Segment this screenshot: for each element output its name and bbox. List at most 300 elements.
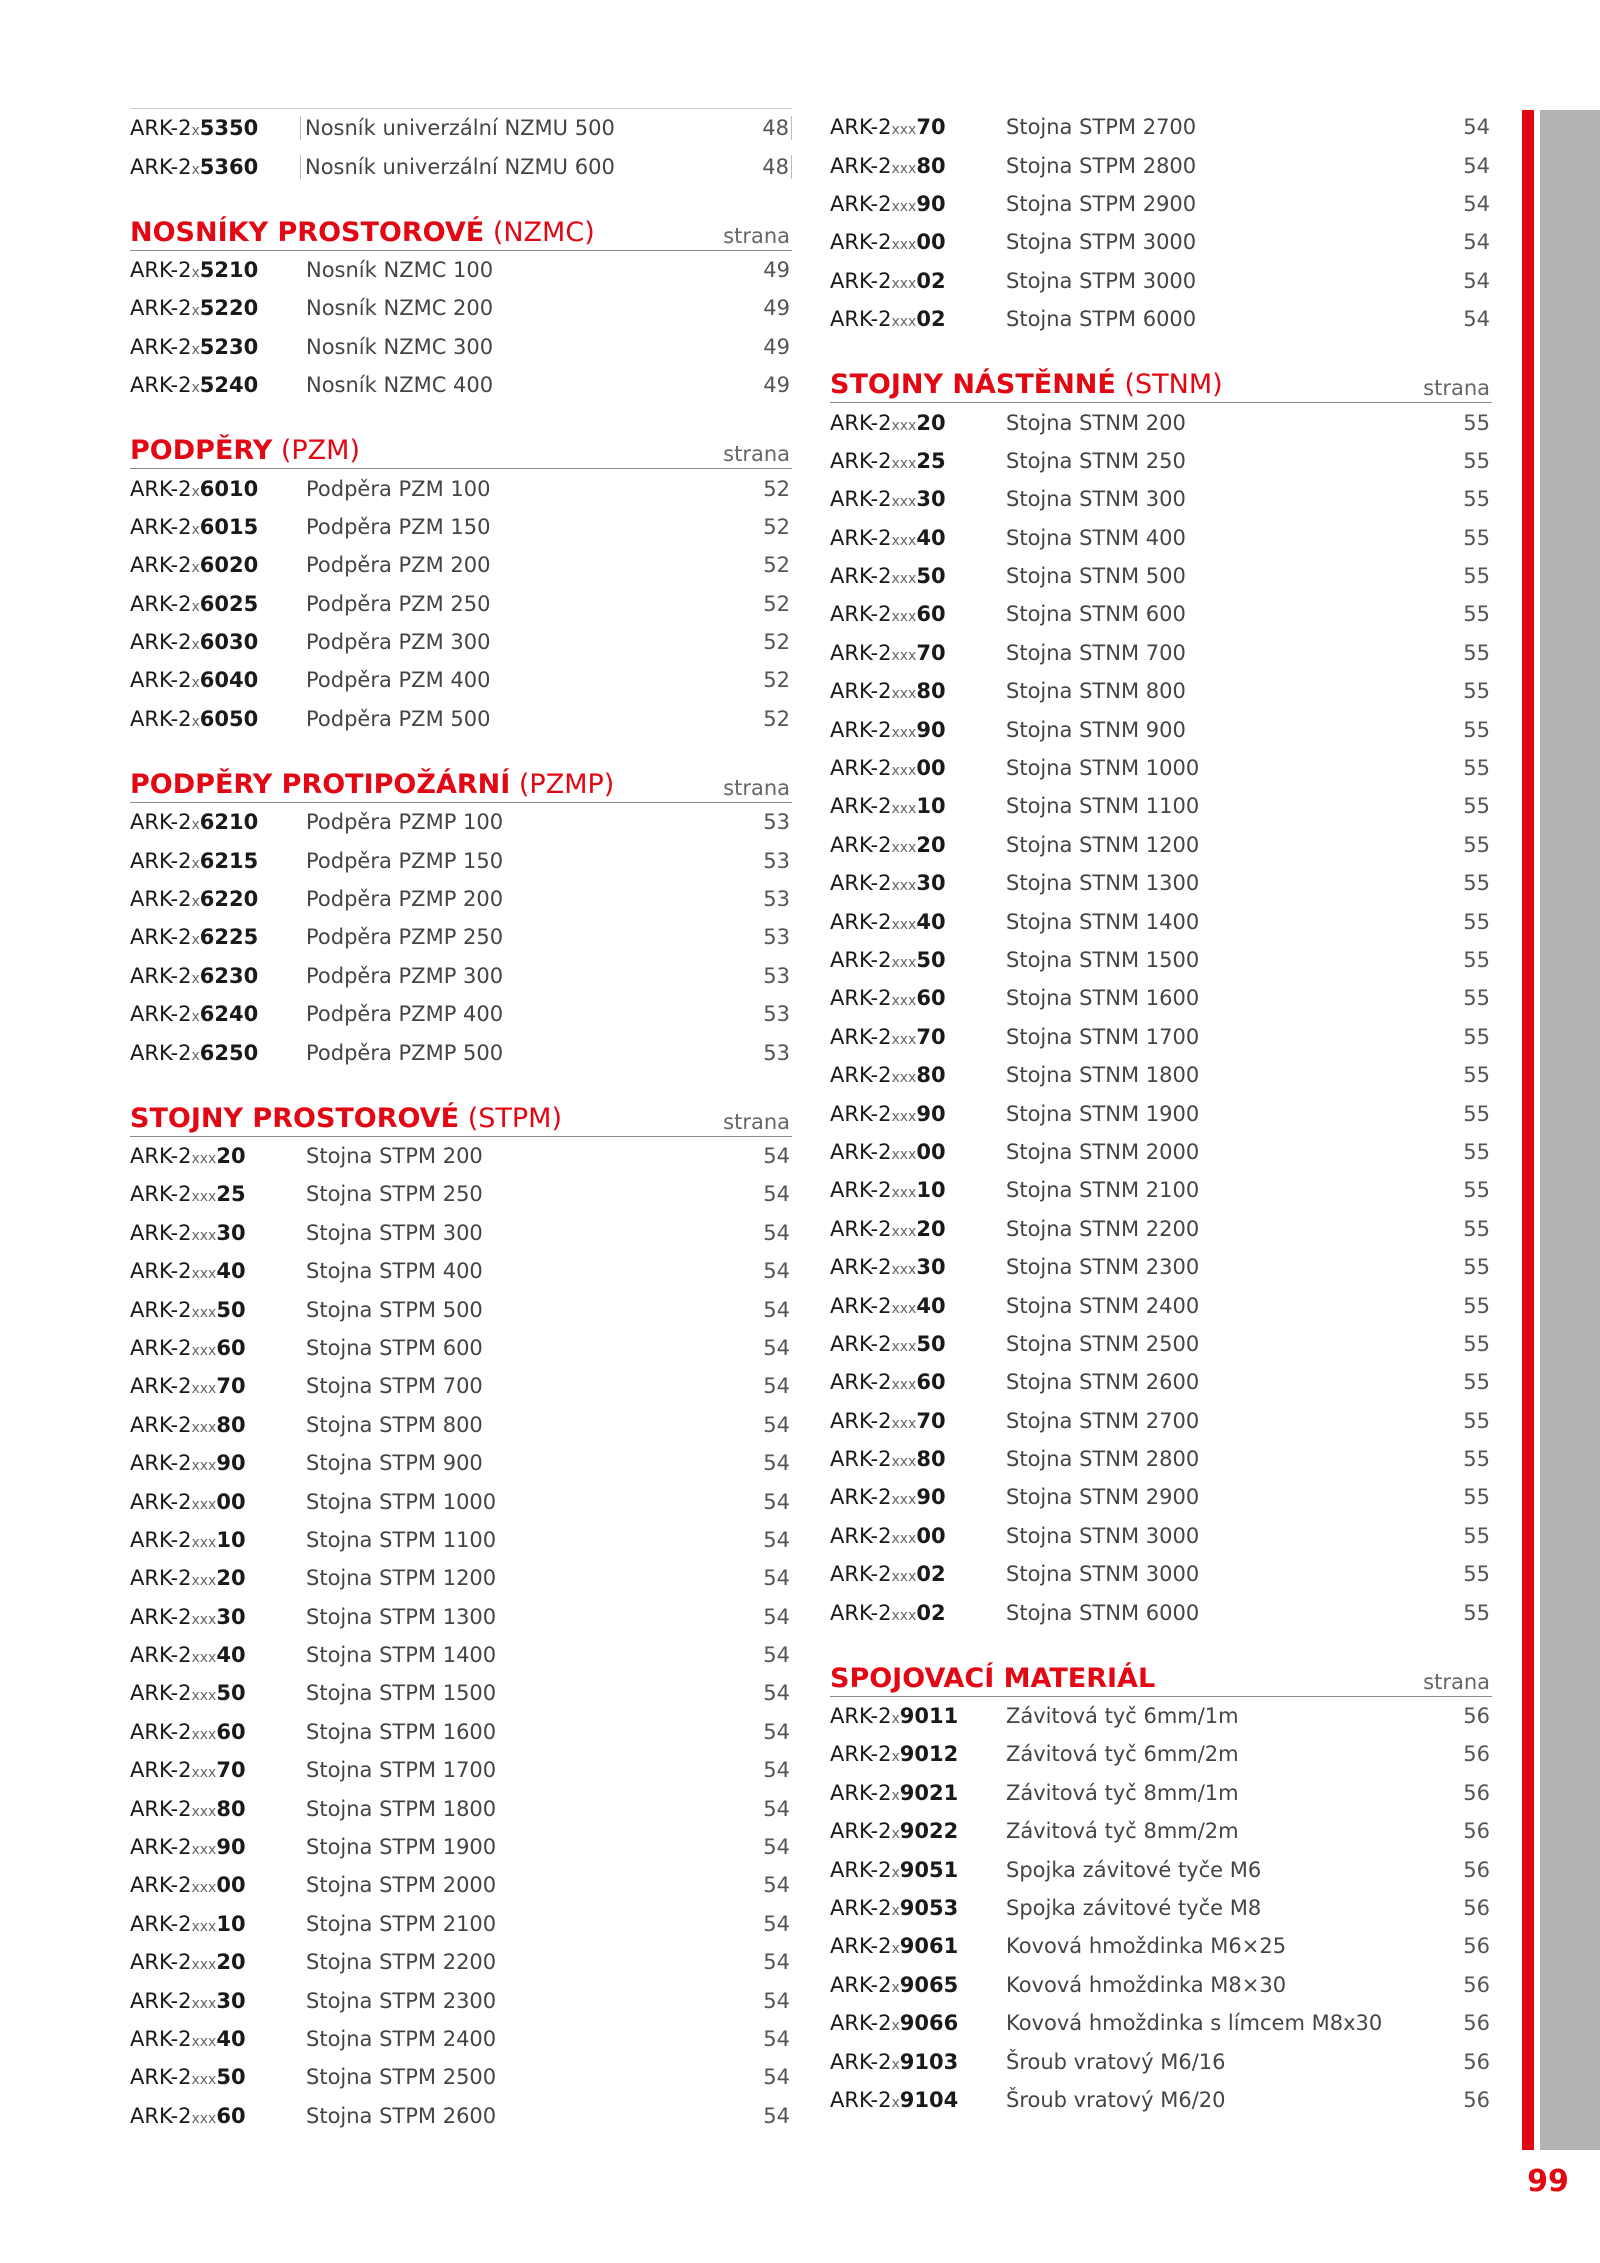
code-suffix: 50 (916, 948, 946, 972)
strana-label: strana (723, 223, 790, 248)
product-name: Spojka závitové tyče M8 (1006, 1895, 1262, 1920)
code-prefix: ARK-2 (830, 1972, 892, 1997)
code-suffix: 40 (216, 1259, 246, 1284)
side-panel (1540, 110, 1600, 2150)
page-ref: 55 (1463, 832, 1490, 857)
product-code (130, 155, 306, 179)
product-name: Podpěra PZMP 100 (306, 810, 504, 835)
table-row (130, 1598, 792, 1636)
product-name: Spojka závitové tyče M6 (1006, 1857, 1262, 1882)
product-name: Stojna STNM 1300 (1006, 871, 1200, 896)
table-row (830, 1133, 1492, 1171)
product-name: Stojna STNM 3000 (1006, 1562, 1200, 1587)
product-name: Stojna STPM 2700 (1006, 115, 1197, 140)
product-name: Stojna STNM 2500 (1006, 1331, 1200, 1356)
code-suffix: 6240 (199, 1002, 259, 1027)
code-variant: xxx (191, 1842, 217, 1859)
code-prefix: ARK-2 (130, 1259, 192, 1284)
product-name: Nosník NZMC 300 (306, 334, 494, 359)
code-suffix: 50 (916, 1331, 946, 1356)
product-code (130, 592, 306, 616)
table-row (130, 2097, 792, 2135)
page-ref: 54 (1463, 153, 1490, 178)
product-name: Stojna STPM 900 (306, 1451, 483, 1476)
page-ref: 55 (1463, 1139, 1490, 1164)
table-row (830, 1889, 1492, 1927)
code-prefix: ARK-2 (830, 1293, 892, 1318)
table-row (130, 508, 792, 546)
table-row (830, 1248, 1492, 1286)
product-name: Stojna STPM 600 (306, 1335, 483, 1360)
product-name: Stojna STPM 1300 (306, 1604, 497, 1629)
page-ref: 55 (1463, 1523, 1490, 1548)
page-ref: 49 (763, 257, 790, 282)
page-ref: 55 (1463, 602, 1490, 627)
product-name: Stojna STNM 250 (1006, 448, 1186, 473)
section-header (130, 1094, 792, 1137)
code-suffix: 10 (916, 794, 946, 819)
section-title-main: PODPĚRY (130, 435, 273, 467)
section-title (130, 217, 723, 248)
code-prefix: ARK-2 (130, 257, 192, 282)
code-suffix: 70 (216, 1374, 246, 1399)
page-ref: 53 (763, 963, 790, 988)
code-prefix: ARK-2 (130, 1412, 192, 1437)
table-row (130, 880, 792, 918)
product-name: Stojna STPM 1500 (306, 1681, 497, 1706)
product-code (130, 1336, 306, 1360)
product-code (130, 1041, 306, 1065)
product-name: Nosník univerzální NZMU 600 (300, 155, 729, 179)
product-code (130, 925, 306, 949)
table-row (130, 328, 792, 366)
code-prefix: ARK-2 (130, 1182, 192, 1207)
strana-label: strana (1423, 1669, 1490, 1694)
table-row (830, 1094, 1492, 1132)
table-row (130, 1866, 792, 1904)
product-name: Kovová hmoždinka s límcem M8x30 (1006, 2011, 1383, 2036)
code-prefix: ARK-2 (830, 717, 892, 742)
code-variant: xxx (191, 1419, 217, 1436)
code-prefix: ARK-2 (130, 1988, 192, 2013)
code-suffix: 5230 (199, 334, 259, 359)
product-name: Podpěra PZMP 150 (306, 848, 504, 873)
section-header (130, 426, 792, 469)
table-row (830, 826, 1492, 864)
page-ref: 55 (1463, 525, 1490, 550)
table-row (130, 1482, 792, 1520)
product-code (830, 1704, 1006, 1728)
code-suffix: 30 (216, 1220, 246, 1245)
code-variant: x (891, 2094, 900, 2111)
code-variant: xxx (891, 801, 917, 818)
product-code (830, 1858, 1006, 1882)
page-ref: 54 (1463, 230, 1490, 255)
page-ref: 55 (1463, 564, 1490, 589)
product-code (830, 1781, 1006, 1805)
table-row (130, 1636, 792, 1674)
code-prefix: ARK-2 (830, 1780, 892, 1805)
code-suffix: 9061 (899, 1934, 959, 1959)
code-variant: xxx (891, 1146, 917, 1163)
code-prefix: ARK-2 (130, 591, 192, 616)
code-variant: x (191, 817, 200, 834)
code-variant: xxx (191, 1880, 217, 1897)
product-name: Stojna STPM 700 (306, 1374, 483, 1399)
table-row (830, 442, 1492, 480)
product-code (830, 602, 1006, 626)
page-ref: 56 (1463, 1934, 1490, 1959)
table-row (830, 1966, 1492, 2004)
table-row (130, 841, 792, 879)
table-row (130, 109, 792, 147)
code-prefix: ARK-2 (830, 268, 892, 293)
code-variant: x (891, 2056, 900, 2073)
code-suffix: 70 (916, 115, 946, 140)
table-row (830, 1927, 1492, 1965)
product-name: Stojna STNM 1400 (1006, 909, 1200, 934)
code-variant: xxx (891, 237, 917, 254)
code-suffix: 60 (216, 2103, 246, 2128)
code-suffix: 50 (216, 2065, 246, 2090)
product-code (130, 116, 306, 140)
table-row (830, 2004, 1492, 2042)
code-prefix: ARK-2 (130, 476, 192, 501)
code-variant: xxx (891, 1338, 917, 1355)
code-variant: xxx (191, 2110, 217, 2127)
product-name: Stojna STNM 1500 (1006, 948, 1200, 972)
code-variant: xxx (191, 1650, 217, 1667)
table-row (130, 1290, 792, 1328)
product-name: Stojna STNM 500 (1006, 564, 1186, 589)
page-ref: 54 (763, 1643, 790, 1668)
product-name: Stojna STNM 2900 (1006, 1485, 1200, 1510)
table-row (830, 1478, 1492, 1516)
code-suffix: 50 (216, 1681, 246, 1706)
page-ref: 52 (763, 514, 790, 539)
product-code (130, 515, 306, 539)
product-name: Stojna STPM 1900 (306, 1835, 497, 1860)
code-prefix: ARK-2 (130, 514, 192, 539)
table-row (830, 634, 1492, 672)
product-name: Stojna STPM 2100 (306, 1911, 497, 1936)
code-prefix: ARK-2 (830, 487, 892, 512)
code-prefix: ARK-2 (130, 1002, 192, 1027)
page-ref: 55 (1463, 794, 1490, 819)
intro-table (830, 108, 1492, 338)
product-name: Stojna STPM 800 (306, 1412, 483, 1437)
code-suffix: 70 (916, 1024, 946, 1049)
section-header (830, 360, 1492, 403)
code-suffix: 9065 (899, 1972, 959, 1997)
code-variant: xxx (191, 1227, 217, 1244)
product-name: Nosník NZMC 200 (306, 296, 494, 321)
code-variant: xxx (891, 494, 917, 511)
product-code (130, 1221, 306, 1245)
code-suffix: 02 (916, 307, 946, 332)
code-prefix: ARK-2 (830, 1857, 892, 1882)
code-variant: x (191, 713, 200, 730)
product-code (830, 871, 1006, 895)
product-name: Podpěra PZM 200 (306, 553, 491, 578)
code-variant: xxx (891, 878, 917, 895)
product-name: Stojna STNM 2400 (1006, 1293, 1200, 1318)
product-name: Stojna STPM 2300 (306, 1988, 497, 2013)
code-suffix: 80 (916, 1063, 946, 1088)
product-name: Nosník univerzální NZMU 500 (300, 116, 729, 140)
table-row (130, 585, 792, 623)
table-row (130, 1406, 792, 1444)
code-variant: x (191, 970, 200, 987)
product-name: Závitová tyč 8mm/1m (1006, 1780, 1239, 1805)
product-code (830, 269, 1006, 293)
page-ref: 56 (1463, 1857, 1490, 1882)
code-prefix: ARK-2 (830, 1216, 892, 1241)
table-row (830, 1286, 1492, 1324)
table-row (830, 1325, 1492, 1363)
page-ref: 55 (1463, 640, 1490, 665)
product-code (130, 1298, 306, 1322)
code-prefix: ARK-2 (830, 1934, 892, 1959)
code-prefix: ARK-2 (130, 1873, 192, 1898)
code-suffix: 30 (916, 487, 946, 512)
page-ref: 54 (763, 1220, 790, 1245)
table-row (830, 1735, 1492, 1773)
code-suffix: 40 (216, 2026, 246, 2051)
section-table (130, 1137, 792, 2135)
product-code (130, 1259, 306, 1283)
code-suffix: 70 (916, 1408, 946, 1433)
code-variant: x (891, 1711, 900, 1728)
code-suffix: 40 (916, 1293, 946, 1318)
section-title-abbr: (PZMP) (518, 769, 615, 801)
code-prefix: ARK-2 (130, 1220, 192, 1245)
product-code (130, 1451, 306, 1475)
table-row (830, 1018, 1492, 1056)
product-name: Stojna STPM 2900 (1006, 191, 1197, 216)
accent-bar (1522, 110, 1534, 2150)
product-name: Kovová hmoždinka M8×30 (1006, 1972, 1287, 1997)
product-code (830, 564, 1006, 588)
section-title (130, 1103, 723, 1134)
code-suffix: 90 (216, 1451, 246, 1476)
code-suffix: 6225 (199, 925, 259, 950)
product-name: Stojna STPM 1000 (306, 1489, 497, 1514)
section-title (830, 369, 1423, 400)
right-column (830, 108, 1492, 2119)
table-row (130, 1789, 792, 1827)
code-suffix: 25 (216, 1182, 246, 1207)
table-row (830, 480, 1492, 518)
table-row (830, 1850, 1492, 1888)
code-prefix: ARK-2 (830, 794, 892, 819)
code-variant: xxx (191, 1765, 217, 1782)
code-prefix: ARK-2 (830, 1600, 892, 1625)
code-prefix: ARK-2 (130, 1950, 192, 1975)
product-code (830, 449, 1006, 473)
page-ref: 52 (763, 476, 790, 501)
table-row (130, 803, 792, 841)
product-code (830, 230, 1006, 254)
product-name: Stojna STNM 1200 (1006, 832, 1200, 857)
section-title-main: STOJNY PROSTOROVÉ (130, 1102, 460, 1134)
table-row (130, 918, 792, 956)
table-row (830, 749, 1492, 787)
code-variant: x (891, 1787, 900, 1804)
product-code (830, 1896, 1006, 1920)
product-code (830, 1217, 1006, 1241)
page-ref: 52 (763, 668, 790, 693)
product-code (130, 1912, 306, 1936)
code-prefix: ARK-2 (130, 630, 192, 655)
page-ref: 54 (763, 1412, 790, 1437)
page-ref: 56 (1463, 2049, 1490, 2074)
code-variant: x (191, 855, 200, 872)
page-ref: 52 (763, 591, 790, 616)
page-ref: 54 (763, 1911, 790, 1936)
page-ref: 54 (763, 1374, 790, 1399)
code-suffix: 80 (916, 153, 946, 178)
code-variant: x (891, 1941, 900, 1958)
table-row (130, 1329, 792, 1367)
code-variant: xxx (891, 686, 917, 703)
product-name: Stojna STPM 1400 (306, 1643, 497, 1668)
code-variant: xxx (891, 724, 917, 741)
strana-label: strana (1423, 376, 1490, 401)
page-ref: 55 (1463, 1293, 1490, 1318)
product-code (830, 718, 1006, 742)
code-suffix: 5210 (199, 257, 259, 282)
code-variant: xxx (891, 1454, 917, 1471)
code-suffix: 9051 (899, 1857, 959, 1882)
table-row (830, 300, 1492, 338)
code-prefix: ARK-2 (830, 1895, 892, 1920)
table-row (130, 2058, 792, 2096)
code-prefix: ARK-2 (830, 448, 892, 473)
page-ref: 54 (763, 1297, 790, 1322)
page-ref: 55 (1463, 1216, 1490, 1241)
code-variant: x (191, 483, 200, 500)
page-ref: 55 (1463, 1178, 1490, 1203)
page-ref: 55 (1463, 1255, 1490, 1280)
page-ref: 54 (763, 1796, 790, 1821)
code-variant: xxx (891, 1377, 917, 1394)
product-name: Stojna STPM 2400 (306, 2026, 497, 2051)
page-ref: 54 (763, 1988, 790, 2013)
section-title-abbr: (STPM) (467, 1102, 562, 1134)
code-variant: xxx (891, 532, 917, 549)
product-name: Nosník NZMC 100 (306, 257, 494, 282)
page-ref: 55 (1463, 448, 1490, 473)
strana-label: strana (723, 442, 790, 467)
code-suffix: 90 (216, 1835, 246, 1860)
page-ref: 55 (1463, 1485, 1490, 1510)
product-code (130, 1873, 306, 1897)
page-ref: 48 (729, 155, 792, 179)
page-ref: 55 (1463, 756, 1490, 781)
table-row (830, 1774, 1492, 1812)
code-suffix: 9011 (899, 1704, 959, 1729)
code-prefix: ARK-2 (130, 1144, 192, 1168)
product-code (130, 373, 306, 397)
code-prefix: ARK-2 (130, 848, 192, 873)
code-variant: x (191, 675, 200, 692)
product-name: Závitová tyč 6mm/2m (1006, 1742, 1239, 1767)
code-suffix: 02 (916, 1600, 946, 1625)
code-suffix: 20 (216, 1144, 246, 1168)
page-ref: 49 (763, 296, 790, 321)
section-title-main: NOSNÍKY PROSTOROVÉ (130, 216, 485, 248)
code-prefix: ARK-2 (130, 1835, 192, 1860)
code-variant: xxx (891, 1108, 917, 1125)
code-variant: xxx (191, 1381, 217, 1398)
table-row (830, 902, 1492, 940)
table-row (130, 1713, 792, 1751)
code-variant: xxx (891, 916, 917, 933)
product-code (830, 1255, 1006, 1279)
code-suffix: 80 (216, 1796, 246, 1821)
page-ref: 54 (763, 1950, 790, 1975)
code-variant: xxx (191, 2033, 217, 2050)
product-code (830, 1102, 1006, 1126)
page-ref: 54 (763, 1604, 790, 1629)
product-code (830, 1524, 1006, 1548)
code-prefix: ARK-2 (830, 1742, 892, 1767)
page-ref: 55 (1463, 717, 1490, 742)
section-title-abbr: (STNM) (1124, 369, 1223, 401)
code-variant: xxx (891, 198, 917, 215)
page-ref: 55 (1463, 986, 1490, 1011)
product-name: Stojna STPM 2800 (1006, 153, 1197, 178)
code-prefix: ARK-2 (130, 296, 192, 321)
page-ref: 54 (1463, 191, 1490, 216)
code-variant: x (191, 264, 200, 281)
product-code (130, 849, 306, 873)
code-prefix: ARK-2 (130, 2103, 192, 2128)
code-variant: xxx (891, 839, 917, 856)
code-prefix: ARK-2 (830, 153, 892, 178)
code-variant: x (191, 560, 200, 577)
code-variant: xxx (191, 1151, 217, 1167)
product-name: Nosník NZMC 400 (306, 373, 494, 398)
product-name: Stojna STPM 2200 (306, 1950, 497, 1975)
product-name: Podpěra PZMP 200 (306, 887, 504, 912)
code-prefix: ARK-2 (130, 1604, 192, 1629)
product-name: Kovová hmoždinka M6×25 (1006, 1934, 1287, 1959)
code-suffix: 6220 (199, 887, 259, 912)
product-code (130, 1182, 306, 1206)
code-suffix: 5220 (199, 296, 259, 321)
product-name: Stojna STPM 6000 (1006, 307, 1197, 332)
product-code (830, 1294, 1006, 1318)
product-code (830, 1140, 1006, 1164)
page-ref: 55 (1463, 1600, 1490, 1625)
code-variant: x (191, 637, 200, 654)
product-code (130, 1835, 306, 1859)
table-row (130, 147, 792, 185)
code-prefix: ARK-2 (830, 1819, 892, 1844)
code-prefix: ARK-2 (830, 1101, 892, 1126)
code-suffix: 9053 (899, 1895, 959, 1920)
code-prefix: ARK-2 (830, 1331, 892, 1356)
table-row (830, 1171, 1492, 1209)
code-variant: xxx (891, 763, 917, 780)
code-prefix: ARK-2 (830, 1255, 892, 1280)
section-table (130, 251, 792, 405)
section-title (130, 769, 723, 800)
product-name: Stojna STNM 900 (1006, 717, 1186, 742)
page-ref: 55 (1463, 487, 1490, 512)
